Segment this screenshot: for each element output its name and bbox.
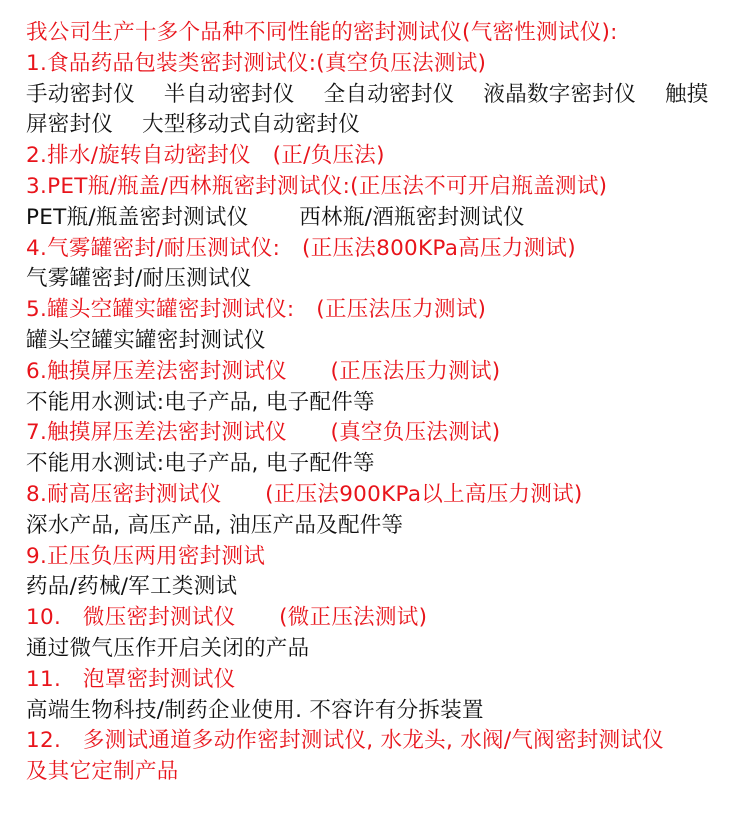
section-body-line: PET瓶/瓶盖密封测试仪 西林瓶/酒瓶密封测试仪 [26, 204, 525, 230]
section-heading: 10. 微压密封测试仪 (微正压法测试) [26, 605, 428, 631]
section-heading: 6.触摸屏压差法密封测试仪 (正压法压力测试) [26, 358, 501, 384]
section-5 [26, 295, 738, 357]
section-heading: 3.PET瓶/瓶盖/西林瓶密封测试仪:(正压法不可开启瓶盖测试) [26, 173, 608, 199]
section-body-line: 深水产品, 高压产品, 油压产品及配件等 [26, 512, 404, 538]
section-8 [26, 480, 738, 542]
section-heading: 11. 泡罩密封测试仪 [26, 666, 236, 692]
section-body-line: 气雾罐密封/耐压测试仪 [26, 266, 252, 292]
section-heading: 12. 多测试通道多动作密封测试仪, 水龙头, 水阀/气阀密封测试仪 [26, 728, 664, 754]
section-heading: 8.耐高压密封测试仪 (正压法900KPa以上高压力测试) [26, 481, 583, 507]
section-11 [26, 665, 738, 727]
section-7 [26, 418, 738, 480]
section-10 [26, 603, 738, 665]
section-3 [26, 172, 738, 234]
section-body-line: 罐头空罐实罐密封测试仪 [26, 327, 266, 353]
document [26, 18, 738, 788]
section-heading: 2.排水/旋转自动密封仪 (正/负压法) [26, 143, 385, 169]
section-body-line: 高端生物科技/制药企业使用. 不容许有分拆装置 [26, 697, 484, 723]
section-body-line: 不能用水测试:电子产品, 电子配件等 [26, 389, 375, 415]
section-heading-continued: 及其它定制产品 [26, 759, 179, 785]
section-6 [26, 357, 738, 419]
intro-line: 我公司生产十多个品种不同性能的密封测试仪(气密性测试仪): [26, 20, 618, 45]
section-heading: 9.正压负压两用密封测试 [26, 543, 266, 569]
section-body-line: 手动密封仪 半自动密封仪 全自动密封仪 液晶数字密封仪 触摸 [26, 81, 709, 107]
section-12 [26, 726, 738, 788]
section-heading: 1.食品药品包装类密封测试仪:(真空负压法测试) [26, 50, 487, 76]
section-heading: 7.触摸屏压差法密封测试仪 (真空负压法测试) [26, 420, 501, 446]
section-9 [26, 542, 738, 604]
section-body-line: 通过微气压作开启关闭的产品 [26, 635, 310, 661]
section-body-line: 不能用水测试:电子产品, 电子配件等 [26, 451, 375, 477]
section-4 [26, 234, 738, 296]
section-heading: 5.罐头空罐实罐密封测试仪: (正压法压力测试) [26, 297, 487, 323]
section-body-line: 屏密封仪 大型移动式自动密封仪 [26, 112, 361, 138]
section-body-line: 药品/药械/军工类测试 [26, 574, 238, 600]
section-1 [26, 49, 738, 141]
section-heading: 4.气雾罐密封/耐压测试仪: (正压法800KPa高压力测试) [26, 235, 576, 261]
section-2 [26, 141, 738, 172]
